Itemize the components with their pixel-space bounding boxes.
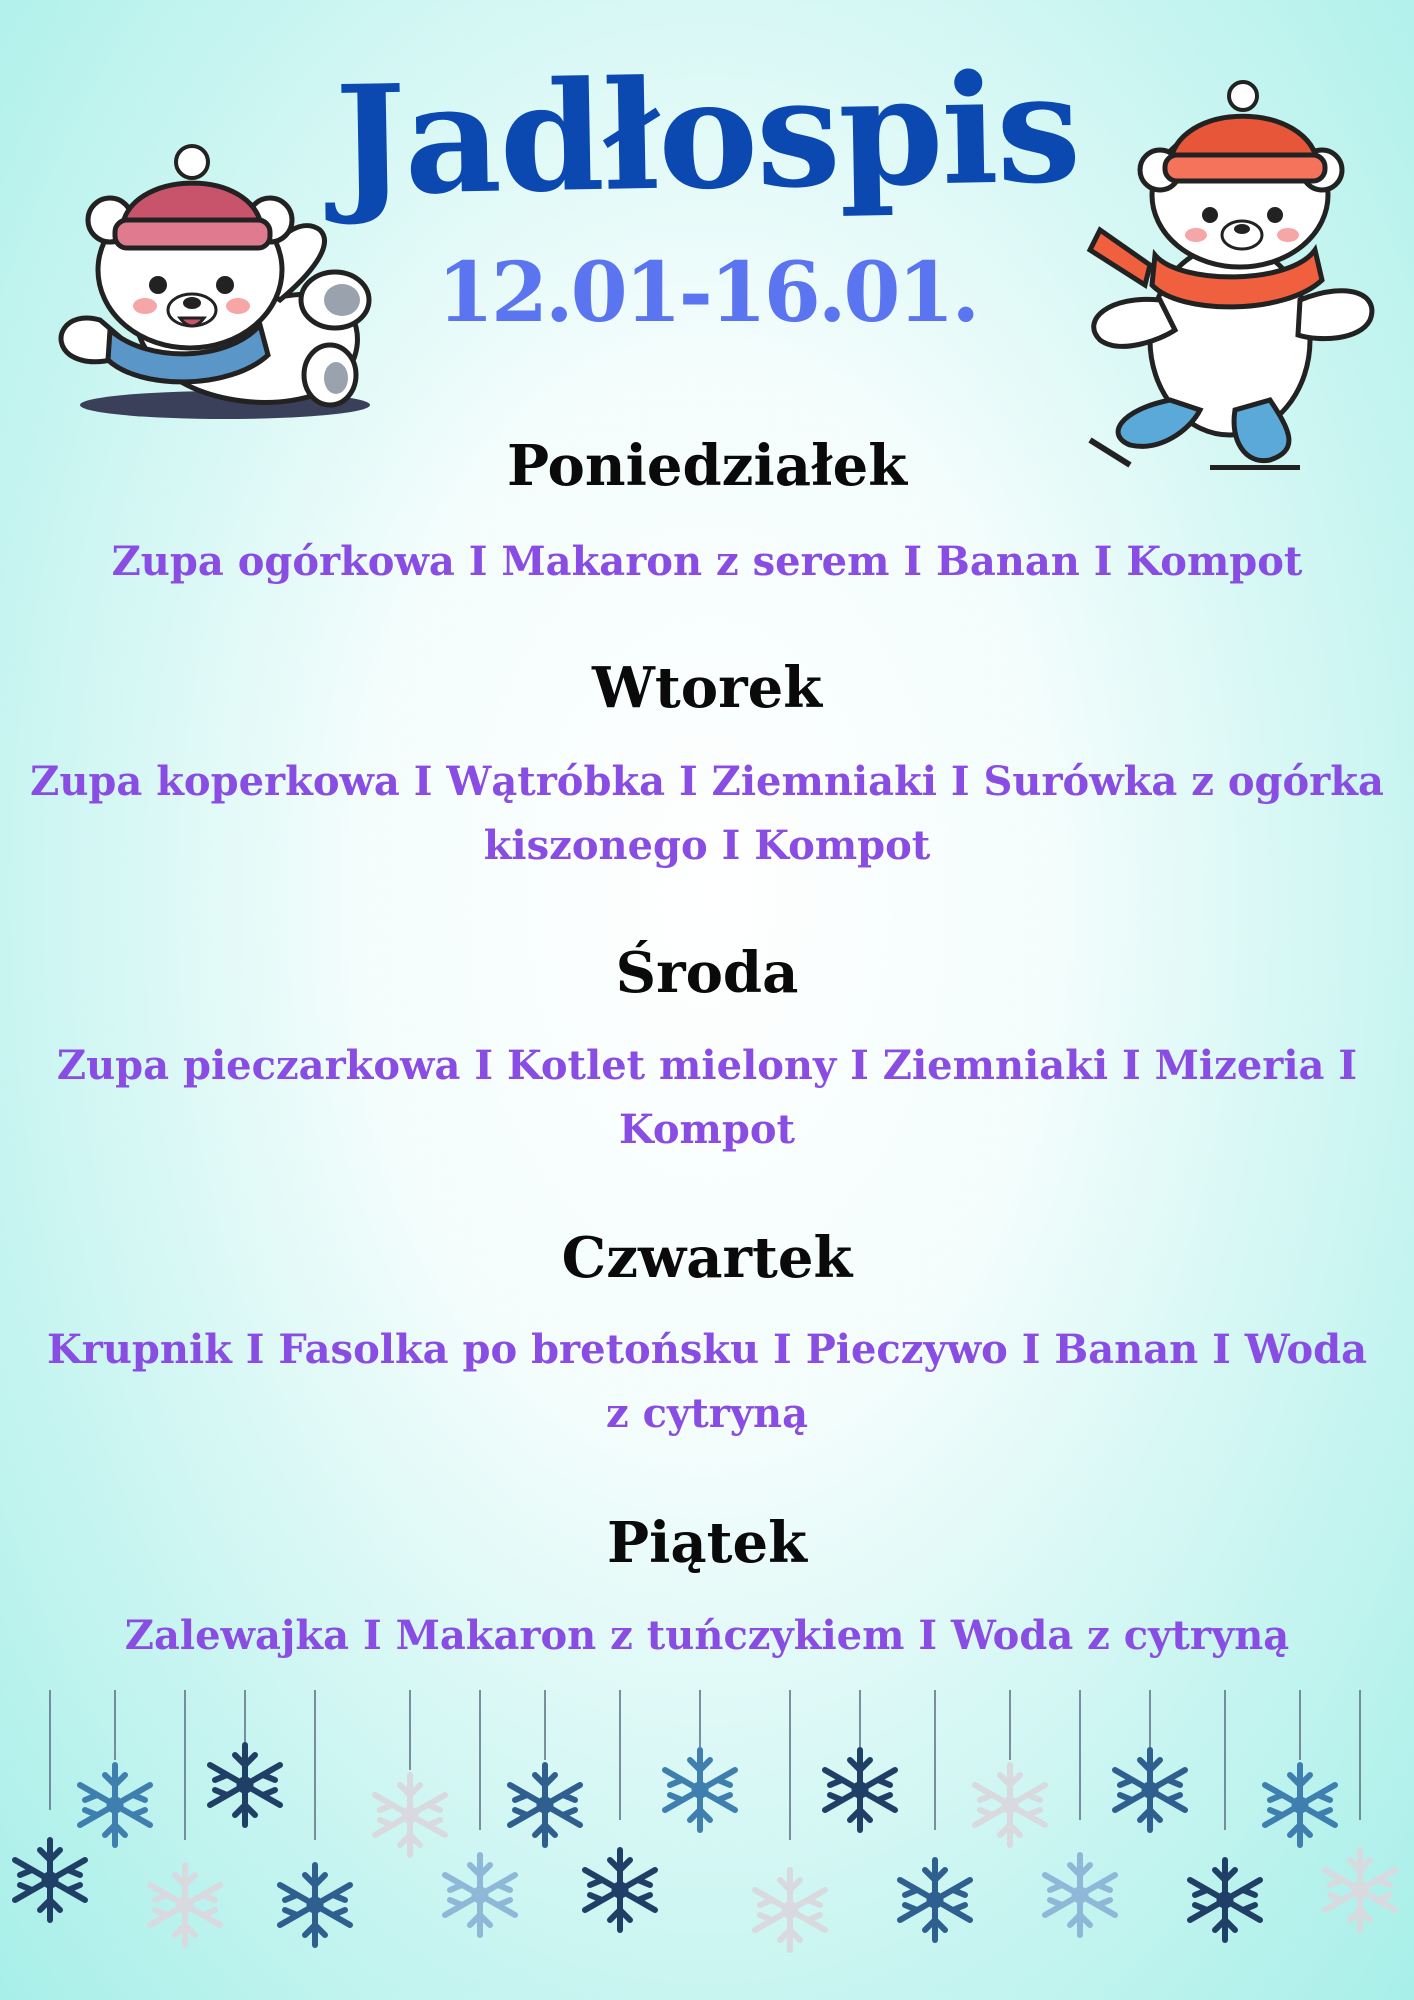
menu-tuesday: Zupa koperkowa I Wątróbka I Ziemniaki I Surówka z ogórka kiszonego I Kompot xyxy=(30,758,1384,869)
day-heading-thursday: Czwartek xyxy=(561,1225,853,1291)
menu-friday: Zalewajka I Makaron z tuńczykiem I Woda z cytryną xyxy=(124,1612,1290,1659)
menu-wednesday: Zupa pieczarkowa I Kotlet mielony I Ziemniaki I Mizeria I Kompot xyxy=(56,1042,1358,1153)
day-heading-wednesday: Środa xyxy=(615,940,799,1006)
page-title: Jadłospis xyxy=(333,40,1081,230)
hanging-snowflakes-icon xyxy=(0,1690,1414,2000)
menu-thursday: Krupnik I Fasolka po bretońsku I Pieczywo I Banan I Woda z cytryną xyxy=(46,1326,1368,1437)
date-range: 12.01-16.01. xyxy=(436,245,978,341)
day-heading-friday: Piątek xyxy=(607,1510,807,1576)
day-heading-tuesday: Wtorek xyxy=(591,655,823,721)
day-heading-monday: Poniedziałek xyxy=(506,433,908,499)
menu-monday: Zupa ogórkowa I Makaron z serem I Banan I Kompot xyxy=(111,538,1303,585)
